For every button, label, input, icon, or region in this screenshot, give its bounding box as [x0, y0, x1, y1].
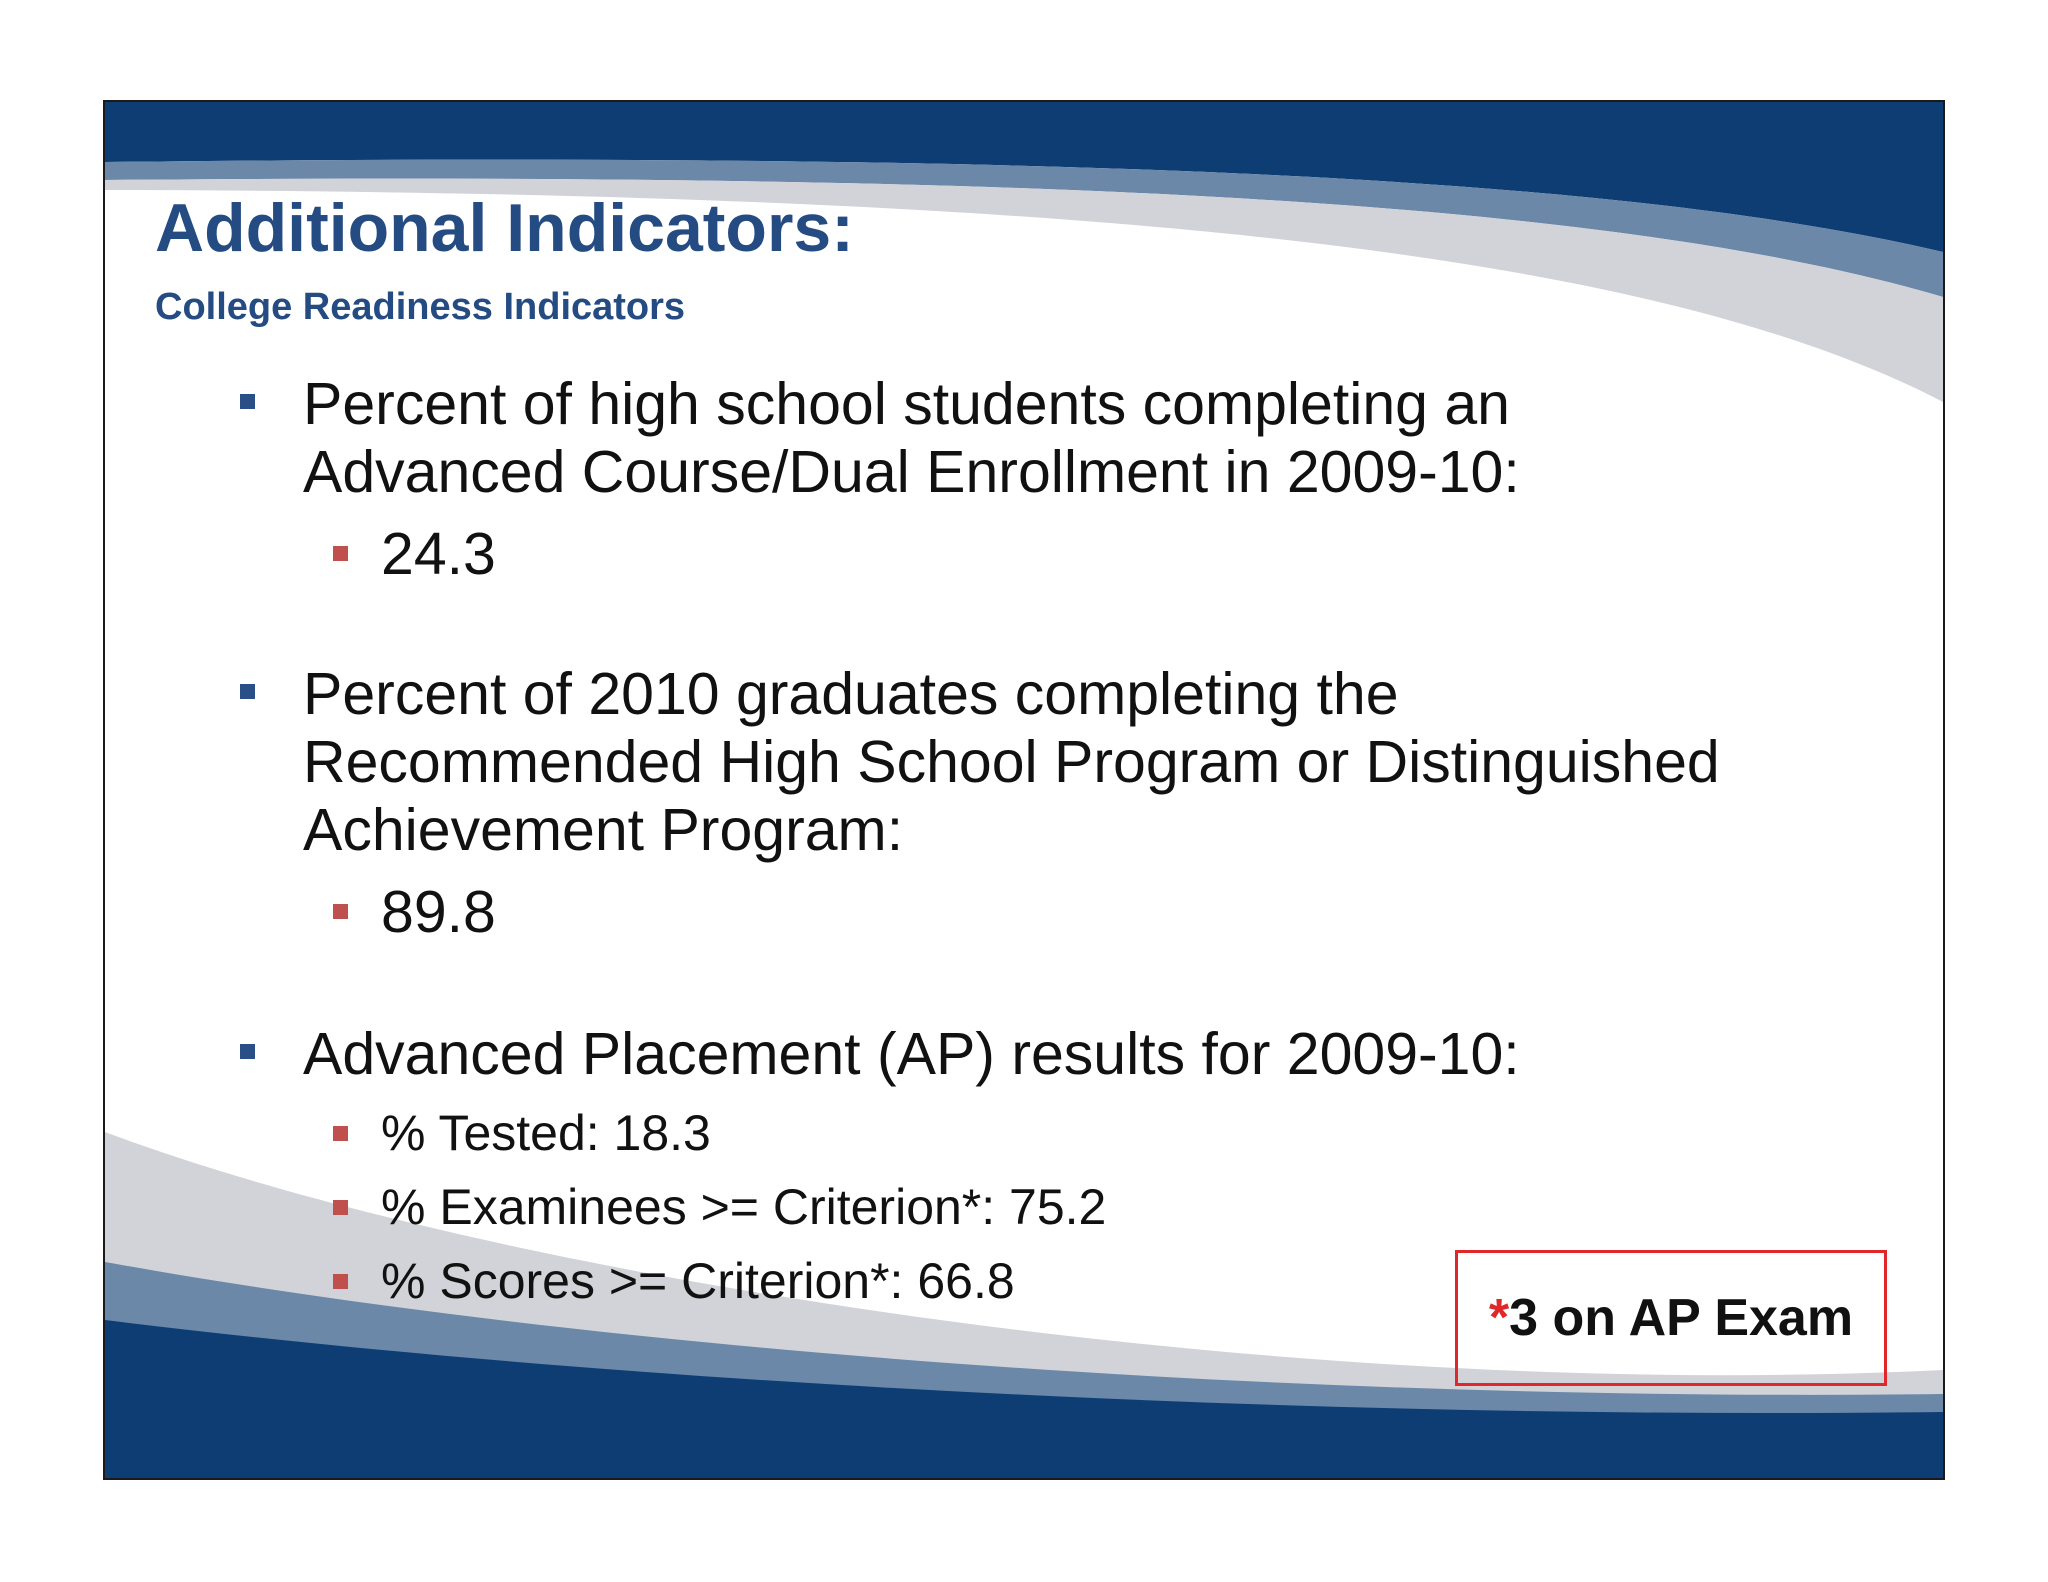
bullet-text-line: Advanced Placement (AP) results for 2009-10: — [303, 1021, 1520, 1087]
note-asterisk: * — [1488, 1289, 1510, 1347]
criterion-note-box — [1455, 1250, 1887, 1386]
slide-title: Additional Indicators: — [155, 190, 854, 266]
slide-subtitle: College Readiness Indicators — [155, 286, 686, 328]
sub-bullet-text: 24.3 — [381, 521, 496, 587]
sub-bullet-marker-square — [333, 1274, 348, 1289]
sub-bullet-value — [381, 878, 496, 946]
sub-bullet-tested — [381, 1104, 711, 1162]
bullet-text-line: Advanced Course/Dual Enrollment in 2009-10: — [303, 439, 1520, 505]
bullet-text-line: Percent of 2010 graduates completing the — [303, 661, 1399, 727]
sub-bullet-marker-square — [333, 1126, 348, 1141]
bullet-ap-results — [303, 1020, 1520, 1088]
bullet-text-line: Recommended High School Program or Distinguished — [303, 729, 1720, 795]
bullet-advanced-course — [303, 370, 1520, 506]
sub-bullet-text: % Tested: 18.3 — [381, 1105, 711, 1161]
sub-bullet-value — [381, 520, 496, 588]
sub-bullet-text: 89.8 — [381, 879, 496, 945]
sub-bullet-text: % Examinees >= Criterion*: 75.2 — [381, 1179, 1107, 1235]
sub-bullet-text: % Scores >= Criterion*: 66.8 — [381, 1253, 1015, 1309]
bullet-marker-square — [240, 1044, 255, 1059]
bullet-text-line: Achievement Program: — [303, 797, 904, 863]
sub-bullet-marker-square — [333, 546, 348, 561]
bullet-recommended-program — [303, 660, 1720, 864]
sub-bullet-marker-square — [333, 1200, 348, 1215]
sub-bullet-examinees — [381, 1178, 1106, 1236]
note-text: 3 on AP Exam — [1509, 1289, 1854, 1347]
sub-bullet-scores — [381, 1252, 1015, 1310]
slide — [103, 100, 1945, 1480]
bullet-marker-square — [240, 394, 255, 409]
sub-bullet-marker-square — [333, 904, 348, 919]
bullet-text-line: Percent of high school students completing an — [303, 371, 1510, 437]
bullet-marker-square — [240, 684, 255, 699]
